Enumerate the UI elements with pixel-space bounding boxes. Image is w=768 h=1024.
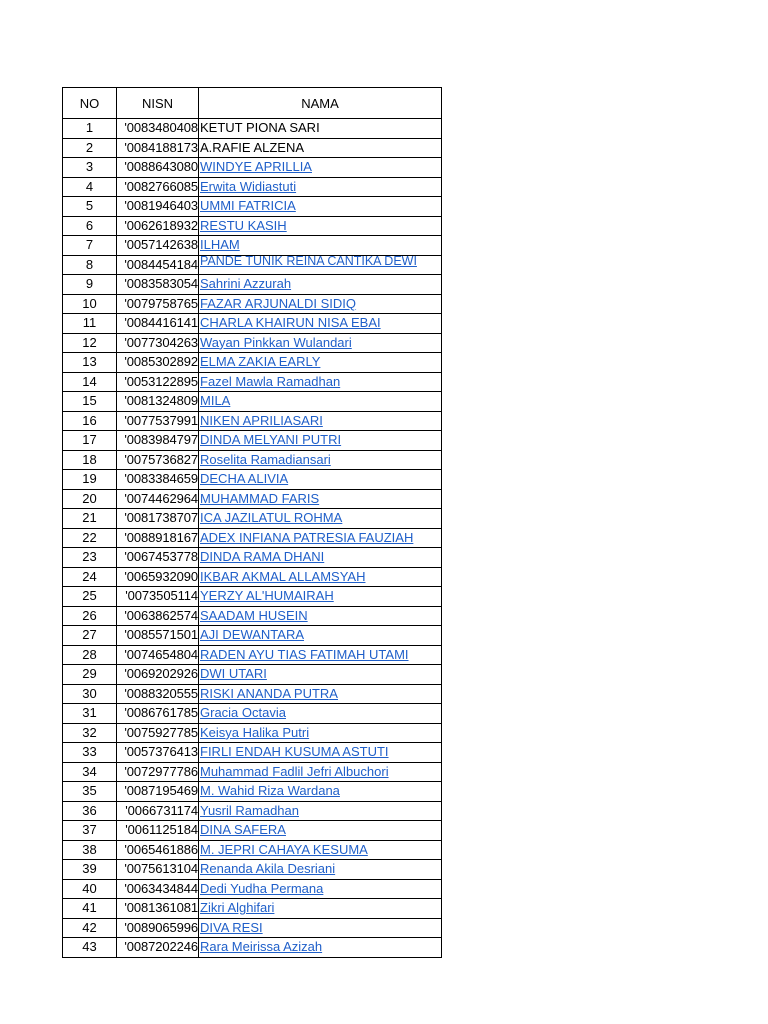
row-no: 29 <box>63 665 117 685</box>
row-nama-cell <box>199 528 442 548</box>
table-row <box>63 411 442 431</box>
row-no: 32 <box>63 723 117 743</box>
student-name-link[interactable]: FIRLI ENDAH KUSUMA ASTUTI <box>200 744 389 760</box>
table-row <box>63 119 442 139</box>
table-row <box>63 255 442 275</box>
row-nama-cell <box>199 470 442 490</box>
row-nama-cell <box>199 918 442 938</box>
student-name-link[interactable]: Muhammad Fadlil Jefri Albuchori <box>200 763 389 779</box>
row-nisn: '0065932090 <box>117 567 199 587</box>
row-no: 27 <box>63 626 117 646</box>
student-name-link[interactable]: Gracia Octavia <box>200 705 286 721</box>
table-row <box>63 567 442 587</box>
table-row <box>63 275 442 295</box>
header-no: NO <box>63 88 117 119</box>
row-nisn: '0057376413 <box>117 743 199 763</box>
table-row <box>63 684 442 704</box>
row-no: 18 <box>63 450 117 470</box>
row-no: 42 <box>63 918 117 938</box>
row-no: 39 <box>63 860 117 880</box>
row-no: 6 <box>63 216 117 236</box>
student-name-link[interactable]: AJI DEWANTARA <box>200 627 305 643</box>
student-name-link[interactable]: Dedi Yudha Permana <box>200 880 324 896</box>
row-nisn: '0088643080 <box>117 158 199 178</box>
student-name-link[interactable]: WINDYE APRILLIA <box>200 159 312 175</box>
table-row <box>63 294 442 314</box>
row-no: 11 <box>63 314 117 334</box>
row-no: 41 <box>63 899 117 919</box>
table-row <box>63 665 442 685</box>
student-table <box>62 87 442 958</box>
row-nama-cell <box>199 138 442 158</box>
table-row <box>63 821 442 841</box>
row-nisn: '0061125184 <box>117 821 199 841</box>
table-row <box>63 470 442 490</box>
row-nisn: '0075613104 <box>117 860 199 880</box>
header-nisn: NISN <box>117 88 199 119</box>
table-row <box>63 704 442 724</box>
student-name-link[interactable]: Renanda Akila Desriani <box>200 861 336 877</box>
row-no: 14 <box>63 372 117 392</box>
row-no: 21 <box>63 509 117 529</box>
row-no: 40 <box>63 879 117 899</box>
row-nama-cell <box>199 879 442 899</box>
row-nama-cell <box>199 762 442 782</box>
student-name-link[interactable]: CHARLA KHAIRUN NISA EBAI <box>200 315 381 331</box>
row-nisn: '0065461886 <box>117 840 199 860</box>
row-no: 30 <box>63 684 117 704</box>
row-nama-cell <box>199 860 442 880</box>
student-name-link[interactable]: ILHAM <box>200 237 240 253</box>
row-nama-cell <box>199 489 442 509</box>
row-no: 20 <box>63 489 117 509</box>
row-no: 8 <box>63 255 117 275</box>
table-row <box>63 236 442 256</box>
table-row <box>63 645 442 665</box>
row-nisn: '0082766085 <box>117 177 199 197</box>
student-name-link[interactable]: Rara Meirissa Azizah <box>200 939 323 955</box>
student-name-link[interactable]: PANDE TUNIK REINA CANTIKA DEWI <box>200 255 417 269</box>
student-name-link[interactable]: NIKEN APRILIASARI <box>200 412 323 428</box>
row-nisn: '0089065996 <box>117 918 199 938</box>
row-nisn: '0067453778 <box>117 548 199 568</box>
row-nama-cell <box>199 450 442 470</box>
table-row <box>63 353 442 373</box>
table-row <box>63 177 442 197</box>
row-nama-cell <box>199 704 442 724</box>
row-nama-cell <box>199 743 442 763</box>
row-nisn: '0069202926 <box>117 665 199 685</box>
row-no: 4 <box>63 177 117 197</box>
table-body <box>63 119 442 958</box>
row-nisn: '0081324809 <box>117 392 199 412</box>
row-nisn: '0083384659 <box>117 470 199 490</box>
row-nama-cell <box>199 723 442 743</box>
student-name-link[interactable]: SAADAM HUSEIN <box>200 607 308 623</box>
row-nisn: '0063434844 <box>117 879 199 899</box>
table-row <box>63 372 442 392</box>
student-name-link[interactable]: MILA <box>200 393 231 409</box>
student-name-link[interactable]: DIVA RESI <box>200 919 263 935</box>
table-row <box>63 879 442 899</box>
student-name-link[interactable]: M. Wahid Riza Wardana <box>200 783 340 799</box>
row-nisn: '0063862574 <box>117 606 199 626</box>
row-nisn: '0072977786 <box>117 762 199 782</box>
row-nisn: '0077304263 <box>117 333 199 353</box>
row-nama-cell <box>199 567 442 587</box>
row-no: 17 <box>63 431 117 451</box>
row-no: 10 <box>63 294 117 314</box>
row-nama-cell <box>199 684 442 704</box>
row-nama-cell <box>199 372 442 392</box>
table-row <box>63 587 442 607</box>
row-nisn: '0057142638 <box>117 236 199 256</box>
header-nama: NAMA <box>199 88 442 119</box>
row-nisn: '0084416141 <box>117 314 199 334</box>
row-nama-cell <box>199 801 442 821</box>
student-name-link[interactable]: Keisya Halika Putri <box>200 724 310 740</box>
student-name: KETUT PIONA SARI <box>200 120 320 136</box>
row-no: 22 <box>63 528 117 548</box>
row-no: 12 <box>63 333 117 353</box>
row-nisn: '0086761785 <box>117 704 199 724</box>
row-nisn: '0073505114 <box>117 587 199 607</box>
row-nisn: '0074462964 <box>117 489 199 509</box>
row-no: 3 <box>63 158 117 178</box>
row-nisn: '0075736827 <box>117 450 199 470</box>
row-no: 7 <box>63 236 117 256</box>
row-nisn: '0083583054 <box>117 275 199 295</box>
row-no: 24 <box>63 567 117 587</box>
row-nama-cell <box>199 392 442 412</box>
row-no: 36 <box>63 801 117 821</box>
row-no: 1 <box>63 119 117 139</box>
row-nama-cell <box>199 177 442 197</box>
table-row <box>63 762 442 782</box>
row-nisn: '0087195469 <box>117 782 199 802</box>
student-name-link[interactable]: Roselita Ramadiansari <box>200 451 331 467</box>
table-row <box>63 197 442 217</box>
table-row <box>63 840 442 860</box>
row-nisn: '0088918167 <box>117 528 199 548</box>
row-nisn: '0081361081 <box>117 899 199 919</box>
student-name-link[interactable]: IKBAR AKMAL ALLAMSYAH <box>200 568 366 584</box>
student-name-link[interactable]: UMMI FATRICIA <box>200 198 296 214</box>
row-nisn: '0085571501 <box>117 626 199 646</box>
student-name-link[interactable]: ICA JAZILATUL ROHMA <box>200 510 343 526</box>
row-nama-cell <box>199 314 442 334</box>
row-nama-cell <box>199 606 442 626</box>
row-nama-cell <box>199 821 442 841</box>
table-row <box>63 548 442 568</box>
row-nama-cell <box>199 275 442 295</box>
row-nisn: '0088320555 <box>117 684 199 704</box>
row-no: 34 <box>63 762 117 782</box>
row-nama-cell <box>199 216 442 236</box>
row-nisn: '0084454184 <box>117 255 199 275</box>
table-row <box>63 138 442 158</box>
row-no: 5 <box>63 197 117 217</box>
table-row <box>63 626 442 646</box>
row-nama-cell <box>199 899 442 919</box>
row-nama-cell <box>199 197 442 217</box>
table-row <box>63 860 442 880</box>
row-no: 15 <box>63 392 117 412</box>
row-nama-cell <box>199 431 442 451</box>
header-row <box>63 88 442 119</box>
table-row <box>63 216 442 236</box>
table-row <box>63 489 442 509</box>
row-no: 35 <box>63 782 117 802</box>
student-name-link[interactable]: Zikri Alghifari <box>200 900 275 916</box>
row-no: 37 <box>63 821 117 841</box>
table-row <box>63 392 442 412</box>
table-row <box>63 528 442 548</box>
row-nisn: '0077537991 <box>117 411 199 431</box>
row-nama-cell <box>199 626 442 646</box>
row-no: 38 <box>63 840 117 860</box>
row-nisn: '0087202246 <box>117 938 199 958</box>
row-no: 16 <box>63 411 117 431</box>
row-nama-cell <box>199 255 442 275</box>
table-row <box>63 606 442 626</box>
row-no: 19 <box>63 470 117 490</box>
table-row <box>63 509 442 529</box>
row-nisn: '0083480408 <box>117 119 199 139</box>
row-nisn: '0053122895 <box>117 372 199 392</box>
row-nisn: '0074654804 <box>117 645 199 665</box>
row-nama-cell <box>199 645 442 665</box>
row-nama-cell <box>199 353 442 373</box>
row-no: 2 <box>63 138 117 158</box>
student-name-link[interactable]: ADEX INFIANA PATRESIA FAUZIAH <box>200 529 414 545</box>
table-row <box>63 158 442 178</box>
row-nisn: '0085302892 <box>117 353 199 373</box>
student-name-link[interactable]: MUHAMMAD FARIS <box>200 490 320 506</box>
row-no: 33 <box>63 743 117 763</box>
student-name: A.RAFIE ALZENA <box>200 139 305 155</box>
student-name-link[interactable]: RISKI ANANDA PUTRA <box>200 685 338 701</box>
row-nama-cell <box>199 333 442 353</box>
student-name-link[interactable]: Wayan Pinkkan Wulandari <box>200 334 352 350</box>
row-no: 43 <box>63 938 117 958</box>
student-name-link[interactable]: DINDA MELYANI PUTRI <box>200 432 342 448</box>
student-name-link[interactable]: DWI UTARI <box>200 666 267 682</box>
student-name-link[interactable]: DINDA RAMA DHANI <box>200 549 325 565</box>
row-nama-cell <box>199 158 442 178</box>
student-name-link[interactable]: Sahrini Azzurah <box>200 276 292 292</box>
row-nama-cell <box>199 509 442 529</box>
student-name-link[interactable]: ELMA ZAKIA EARLY <box>200 354 321 370</box>
row-nisn: '0075927785 <box>117 723 199 743</box>
table-header <box>63 88 442 119</box>
row-nama-cell <box>199 236 442 256</box>
student-name-link[interactable]: Fazel Mawla Ramadhan <box>200 373 341 389</box>
row-nama-cell <box>199 782 442 802</box>
row-nama-cell <box>199 587 442 607</box>
student-name-link[interactable]: RESTU KASIH <box>200 217 287 233</box>
table-row <box>63 723 442 743</box>
student-name-link[interactable]: DINA SAFERA <box>200 822 286 838</box>
row-no: 31 <box>63 704 117 724</box>
student-name-link[interactable]: M. JEPRI CAHAYA KESUMA <box>200 841 368 857</box>
row-nama-cell <box>199 294 442 314</box>
table-row <box>63 450 442 470</box>
student-name-link[interactable]: YERZY AL'HUMAIRAH <box>200 588 334 604</box>
row-nisn: '0084188173 <box>117 138 199 158</box>
table-row <box>63 899 442 919</box>
table-row <box>63 333 442 353</box>
row-nama-cell <box>199 548 442 568</box>
table-row <box>63 782 442 802</box>
table-row <box>63 314 442 334</box>
table-row <box>63 918 442 938</box>
row-no: 13 <box>63 353 117 373</box>
row-nisn: '0081946403 <box>117 197 199 217</box>
row-no: 28 <box>63 645 117 665</box>
row-no: 9 <box>63 275 117 295</box>
student-name-link[interactable]: RADEN AYU TIAS FATIMAH UTAMI <box>200 646 409 662</box>
student-name-link[interactable]: Erwita Widiastuti <box>200 178 297 194</box>
row-no: 26 <box>63 606 117 626</box>
row-nisn: '0066731174 <box>117 801 199 821</box>
student-name-link[interactable]: DECHA ALIVIA <box>200 471 289 487</box>
row-nama-cell <box>199 840 442 860</box>
row-nisn: '0062618932 <box>117 216 199 236</box>
table-row <box>63 431 442 451</box>
table-row <box>63 743 442 763</box>
table-row <box>63 801 442 821</box>
row-nisn: '0079758765 <box>117 294 199 314</box>
row-nisn: '0083984797 <box>117 431 199 451</box>
row-no: 23 <box>63 548 117 568</box>
row-nama-cell <box>199 938 442 958</box>
table-row <box>63 938 442 958</box>
student-name-link[interactable]: Yusril Ramadhan <box>200 802 299 818</box>
student-name-link[interactable]: FAZAR ARJUNALDI SIDIQ <box>200 295 357 311</box>
row-nisn: '0081738707 <box>117 509 199 529</box>
row-nama-cell <box>199 665 442 685</box>
row-nama-cell <box>199 411 442 431</box>
row-nama-cell <box>199 119 442 139</box>
row-no: 25 <box>63 587 117 607</box>
